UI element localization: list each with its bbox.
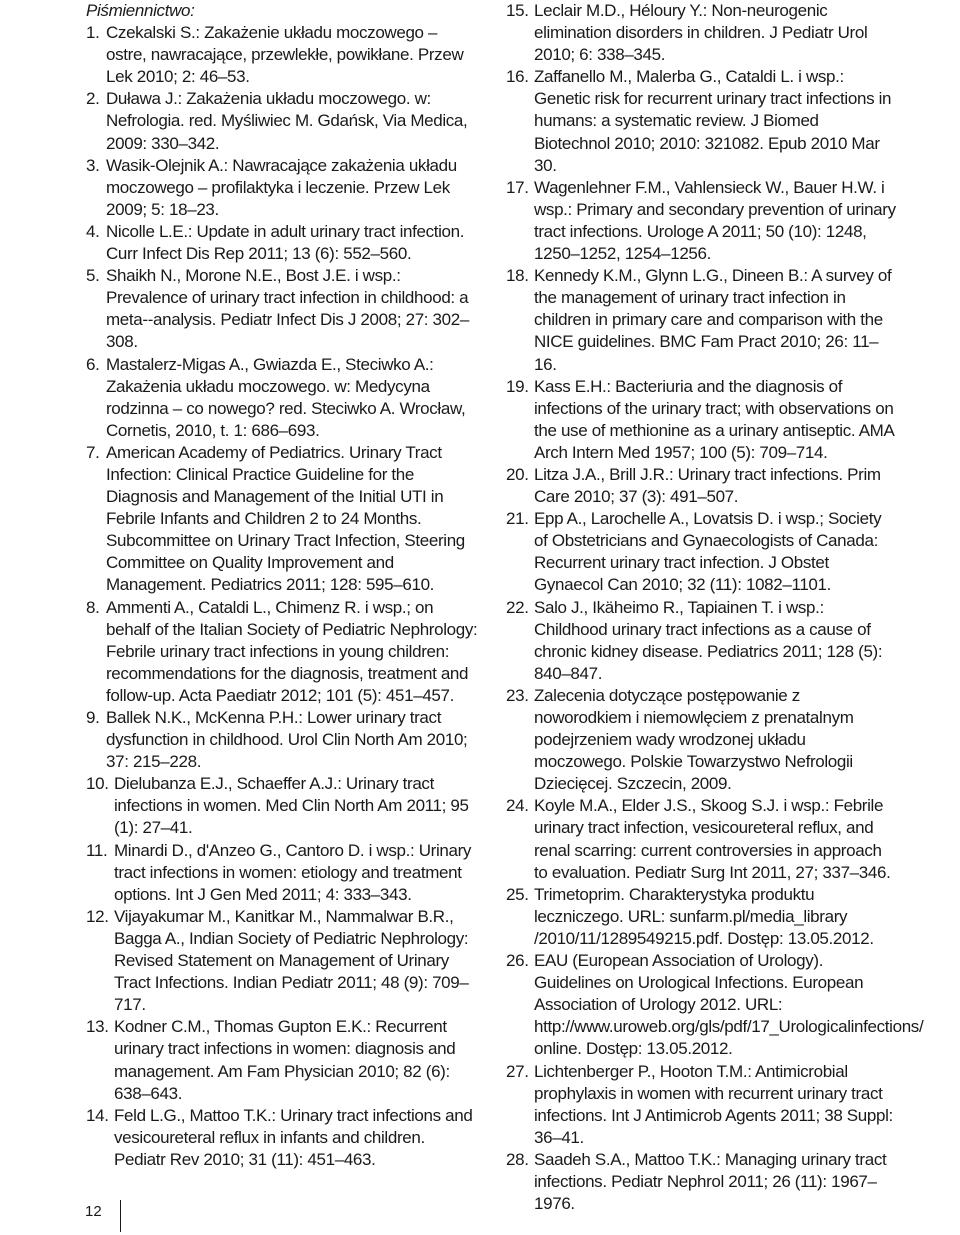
reference-text: Trimetoprim. Charakterystyka produktu leczniczego. URL: sunfarm.pl/media_library /2010/11/1289549215.pdf. Dostęp: 13.05.2012.	[534, 884, 874, 948]
reference-item	[506, 950, 924, 1060]
reference-text: American Academy of Pediatrics. Urinary Tract Infection: Clinical Practice Guideline for the Diagnosis and Management of the Initial UTI in Febrile Infants and Children 2 to 24 Months. Subcommittee on Urinary Tract Infection, Steering Committee on Quality Improvement and Management. Pediatrics 2011; 128: 595–610.	[106, 442, 465, 595]
reference-item	[86, 906, 478, 1016]
reference-number: 23.	[506, 685, 529, 705]
reference-number: 12.	[86, 906, 109, 926]
reference-text: Epp A., Larochelle A., Lovatsis D. i wsp.; Society of Obstetricians and Gynaecologists of Canada: Recurrent urinary tract infection. J Obstet Gynaecol Can 2010; 32 (11): 1082–1101.	[534, 509, 882, 595]
reference-number: 10.	[86, 774, 109, 794]
reference-list-left	[86, 22, 478, 1171]
reference-number: 8.	[86, 597, 100, 617]
references-heading: Piśmiennictwo:	[86, 1, 195, 20]
reference-number: 4.	[86, 221, 100, 241]
reference-item	[86, 265, 478, 353]
reference-item	[86, 840, 478, 906]
reference-text: EAU (European Association of Urology). Guidelines on Urological Infections. European Association of Urology 2012. URL: http://www.uroweb.org/gls/pdf/17_Urologicalinfections/ online. Dostęp: 13.05.2012.	[534, 951, 924, 1059]
reference-number: 24.	[506, 796, 529, 816]
reference-text: Saadeh S.A., Mattoo T.K.: Managing urinary tract infections. Pediatr Nephrol 2011; 26 (11): 1967–1976.	[534, 1149, 887, 1214]
reference-text: Duława J.: Zakażenia układu moczowego. w: Nefrologia. red. Myśliwiec M. Gdańsk, Via Medica, 2009: 330–342.	[106, 89, 468, 153]
reference-item	[86, 22, 478, 88]
reference-text: Ammenti A., Cataldi L., Chimenz R. i wsp.; on behalf of the Italian Society of Pediatric Nephrology: Febrile urinary tract infections in young children: recommendations for the diagnosis, treatment and follow-up. Acta Paediatr 2012; 101 (5): 451–457.	[106, 597, 478, 705]
reference-text: Lichtenberger P., Hooton T.M.: Antimicrobial prophylaxis in women with recurrent urinary tract infections. Int J Antimicrob Agents 2011; 38 Suppl: 36–41.	[534, 1061, 893, 1147]
reference-number: 26.	[506, 951, 529, 971]
reference-number: 14.	[86, 1105, 109, 1125]
reference-number: 21.	[506, 509, 529, 529]
reference-number: 17.	[506, 177, 529, 197]
reference-item	[506, 508, 898, 596]
reference-number: 20.	[506, 464, 529, 484]
reference-number: 28.	[506, 1149, 529, 1169]
reference-item	[506, 795, 898, 883]
reference-number: 15.	[506, 1, 529, 20]
reference-item	[86, 1105, 478, 1171]
reference-item	[506, 685, 898, 795]
reference-number: 13.	[86, 1017, 109, 1037]
reference-number: 5.	[86, 266, 100, 286]
reference-text: Salo J., Ikäheimo R., Tapiainen T. i wsp.: Childhood urinary tract infections as a cause of chronic kidney disease. Pediatrics 2011; 128 (5): 840–847.	[534, 597, 883, 683]
reference-item	[86, 221, 478, 265]
reference-text: Vijayakumar M., Kanitkar M., Nammalwar B.R., Bagga A., Indian Society of Pediatric Nephrology: Revised Statement on Management of Urinary Tract Infections. Indian Pediatr 2011; 48 (9): 709–717.	[114, 906, 469, 1015]
reference-text: Zaffanello M., Malerba G., Cataldi L. i wsp.: Genetic risk for recurrent urinary tract infections in humans: a systematic review. J Biomed Biotechnol 2010; 2010: 321082. Epub 2010 Mar 30.	[534, 67, 892, 175]
reference-item	[506, 884, 898, 950]
reference-item	[506, 265, 898, 375]
reference-item	[86, 707, 478, 773]
reference-number: 16.	[506, 67, 529, 87]
reference-text: Koyle M.A., Elder J.S., Skoog S.J. i wsp.: Febrile urinary tract infection, vesicoureteral reflux, and renal scarring: current controversies in approach to evaluation. Pediatr Surg Int 2011, 27; 337–346.	[534, 796, 891, 882]
reference-text: Czekalski S.: Zakażenie układu moczowego – ostre, nawracające, przewlekłe, powikłane. Przew Lek 2010; 2: 46–53.	[106, 23, 464, 87]
reference-text: Minardi D., d'Anzeo G., Cantoro D. i wsp.: Urinary tract infections in women: etiology and treatment options. Int J Gen Med 2011; 4: 333–343.	[114, 840, 472, 904]
reference-item	[86, 442, 478, 597]
reference-item	[506, 0, 898, 66]
reference-item	[86, 155, 478, 221]
reference-item	[86, 597, 478, 707]
reference-text: Shaikh N., Morone N.E., Bost J.E. i wsp.: Prevalence of urinary tract infection in childhood: a meta--analysis. Pediatr Infect Dis J 2008; 27: 302–308.	[106, 266, 469, 352]
reference-item	[506, 177, 898, 265]
reference-item	[506, 376, 898, 464]
reference-item	[86, 354, 478, 442]
reference-item	[86, 1016, 478, 1104]
reference-text: Mastalerz-Migas A., Gwiazda E., Steciwko A.: Zakażenia układu moczowego. w: Medycyna rodzinna – co nowego? red. Steciwko A. Wrocław, Cornetis, 2010, t. 1: 686–693.	[106, 354, 466, 440]
reference-number: 7.	[86, 442, 100, 462]
footer-divider	[120, 1200, 121, 1232]
reference-text: Ballek N.K., McKenna P.H.: Lower urinary tract dysfunction in childhood. Urol Clin North Am 2010; 37: 215–228.	[106, 708, 468, 772]
reference-item	[506, 1149, 898, 1215]
reference-text: Wagenlehner F.M., Vahlensieck W., Bauer H.W. i wsp.: Primary and secondary prevention of urinary tract infections. Urologe A 2011; 50 (10): 1248, 1250–1252, 1254–1256.	[534, 177, 896, 264]
reference-number: 2.	[86, 89, 100, 109]
reference-item	[506, 66, 898, 176]
right-column	[506, 0, 924, 1215]
reference-text: Dielubanza E.J., Schaeffer A.J.: Urinary tract infections in women. Med Clin North Am 2011; 95 (1): 27–41.	[114, 774, 469, 838]
reference-list-right	[506, 0, 924, 1215]
reference-number: 6.	[86, 354, 100, 374]
reference-number: 19.	[506, 376, 529, 396]
reference-text: Feld L.G., Mattoo T.K.: Urinary tract infections and vesicoureteral reflux in infants and children. Pediatr Rev 2010; 31 (11): 451–463.	[114, 1105, 473, 1169]
reference-number: 11.	[86, 840, 108, 860]
reference-number: 18.	[506, 266, 529, 286]
reference-item	[86, 773, 478, 839]
left-column	[86, 0, 478, 1171]
reference-number: 1.	[86, 23, 100, 43]
reference-item	[506, 1061, 898, 1149]
reference-text: Wasik-Olejnik A.: Nawracające zakażenia układu moczowego – profilaktyka i leczenie. Przew Lek 2009; 5: 18–23.	[106, 155, 457, 219]
reference-number: 3.	[86, 155, 100, 175]
page-number: 12	[85, 1203, 102, 1220]
reference-number: 25.	[506, 884, 529, 904]
reference-number: 22.	[506, 597, 529, 617]
reference-item	[506, 464, 898, 508]
reference-text: Litza J.A., Brill J.R.: Urinary tract infections. Prim Care 2010; 37 (3): 491–507.	[534, 464, 881, 507]
reference-text: Kennedy K.M., Glynn L.G., Dineen B.: A survey of the management of urinary tract infection in children in primary care and comparison with the NICE guidelines. BMC Fam Pract 2010; 26: 11–16.	[534, 266, 892, 374]
reference-number: 9.	[86, 708, 100, 727]
reference-text: Kass E.H.: Bacteriuria and the diagnosis of infections of the urinary tract; with observations on the use of methionine as a urinary antiseptic. AMA Arch Intern Med 1957; 100 (5): 709–714.	[534, 376, 894, 462]
reference-text: Leclair M.D., Héloury Y.: Non-neurogenic elimination disorders in children. J Pediatr Urol 2010; 6: 338–345.	[534, 1, 868, 65]
reference-text: Kodner C.M., Thomas Gupton E.K.: Recurrent urinary tract infections in women: diagnosis and management. Am Fam Physician 2010; 82 (6): 638–643.	[114, 1017, 456, 1103]
reference-text: Nicolle L.E.: Update in adult urinary tract infection. Curr Infect Dis Rep 2011; 13 (6): 552–560.	[106, 221, 465, 264]
reference-text: Zalecenia dotyczące postępowanie z noworodkiem i niemowlęciem z prenatalnym podejrzeniem wady wrodzonej układu moczowego. Polskie Towarzystwo Nefrologii Dziecięcej. Szczecin, 2009.	[534, 685, 854, 794]
reference-number: 27.	[506, 1061, 529, 1081]
reference-item	[506, 597, 898, 685]
reference-item	[86, 88, 478, 154]
